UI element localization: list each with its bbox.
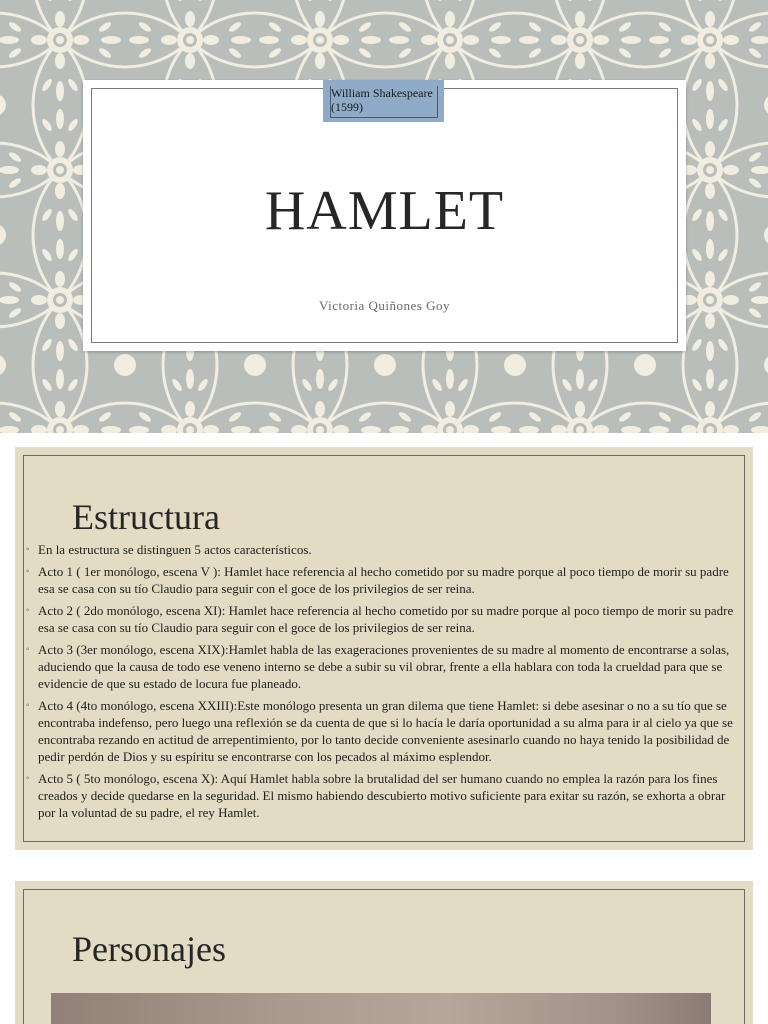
list-item	[26, 697, 744, 765]
bullet-icon: ◦	[26, 605, 30, 616]
list-item	[26, 541, 744, 558]
list-item	[26, 770, 744, 821]
characters-title: Personajes	[72, 929, 226, 969]
title-card	[83, 80, 686, 351]
bullet-text: Acto 4 (4to monólogo, escena XXIII):Este monólogo presenta un gran dilema que tiene Hamlet: si debe asesinar o no a su tío que se encontraba indefenso, pero luego una reflexión se da cuenta de que si lo hacía le daría oportunidad a su alma para ir al cielo ya que se encontraba rezando en actitud de arrepentimiento, por lo tanto decide conveniente asesinarlo cuando no haya tenido la posibilidad de pedir perdón de Dios y su espíritu se encontrarse con los pecados al máximo esplendor.	[38, 698, 733, 764]
author-name: William Shakespeare	[331, 86, 433, 100]
bullet-text: Acto 3 (3er monólogo, escena XIX):Hamlet habla de las exageraciones provenientes de su madre al momento de encontrarse a solas, aduciendo que la causa de todo ese veneno interno se debe a subir su vil obrar, frente a ella hablara con toda la crueldad para que se evidencie de que su estado de locura fue planeado.	[38, 642, 730, 691]
author-text	[331, 86, 433, 114]
structure-bullet-list	[26, 541, 744, 826]
bullet-icon: ◦	[26, 773, 30, 784]
publication-year: (1599)	[331, 100, 363, 114]
bullet-icon: ◦	[26, 544, 30, 555]
author-box	[323, 80, 444, 122]
bullet-text: Acto 5 ( 5to monólogo, escena X): Aquí Hamlet habla sobre la brutalidad del ser humano cuando no emplea la razón para los fines creados y decide quedarse en la seguridad. El mismo habiendo descubierto motivo suficiente para exitar su razón, se exhorta a obrar por la voluntad de su padre, el rey Hamlet.	[38, 771, 726, 820]
bullet-text: Acto 2 ( 2do monólogo, escena XI): Hamlet hace referencia al hecho cometido por su madre porque al poco tiempo de morir su padre esa se casa con su tío Claudio para seguir con el goce de los privilegios de ser reina.	[38, 603, 734, 635]
bullet-icon: ◦	[26, 700, 30, 711]
presenter-name: Victoria Quiñones Goy	[318, 298, 451, 313]
structure-slide[interactable]	[15, 447, 753, 850]
structure-title: Estructura	[72, 497, 220, 537]
title-slide[interactable]	[0, 0, 768, 433]
characters-slide[interactable]	[15, 881, 753, 1024]
characters-image	[51, 993, 711, 1024]
bullet-icon: ◦	[26, 644, 30, 655]
bullet-text: En la estructura se distinguen 5 actos característicos.	[38, 542, 312, 557]
list-item	[26, 641, 744, 692]
list-item	[26, 602, 744, 636]
presentation-title: HAMLET	[264, 180, 505, 242]
bullet-text: Acto 1 ( 1er monólogo, escena V ): Hamlet hace referencia al hecho cometido por su madre porque al poco tiempo de morir su padre esa se casa con su tío Claudio para seguir con el goce de los privilegios de ser reina.	[38, 564, 729, 596]
bullet-icon: ◦	[26, 566, 30, 577]
list-item	[26, 563, 744, 597]
